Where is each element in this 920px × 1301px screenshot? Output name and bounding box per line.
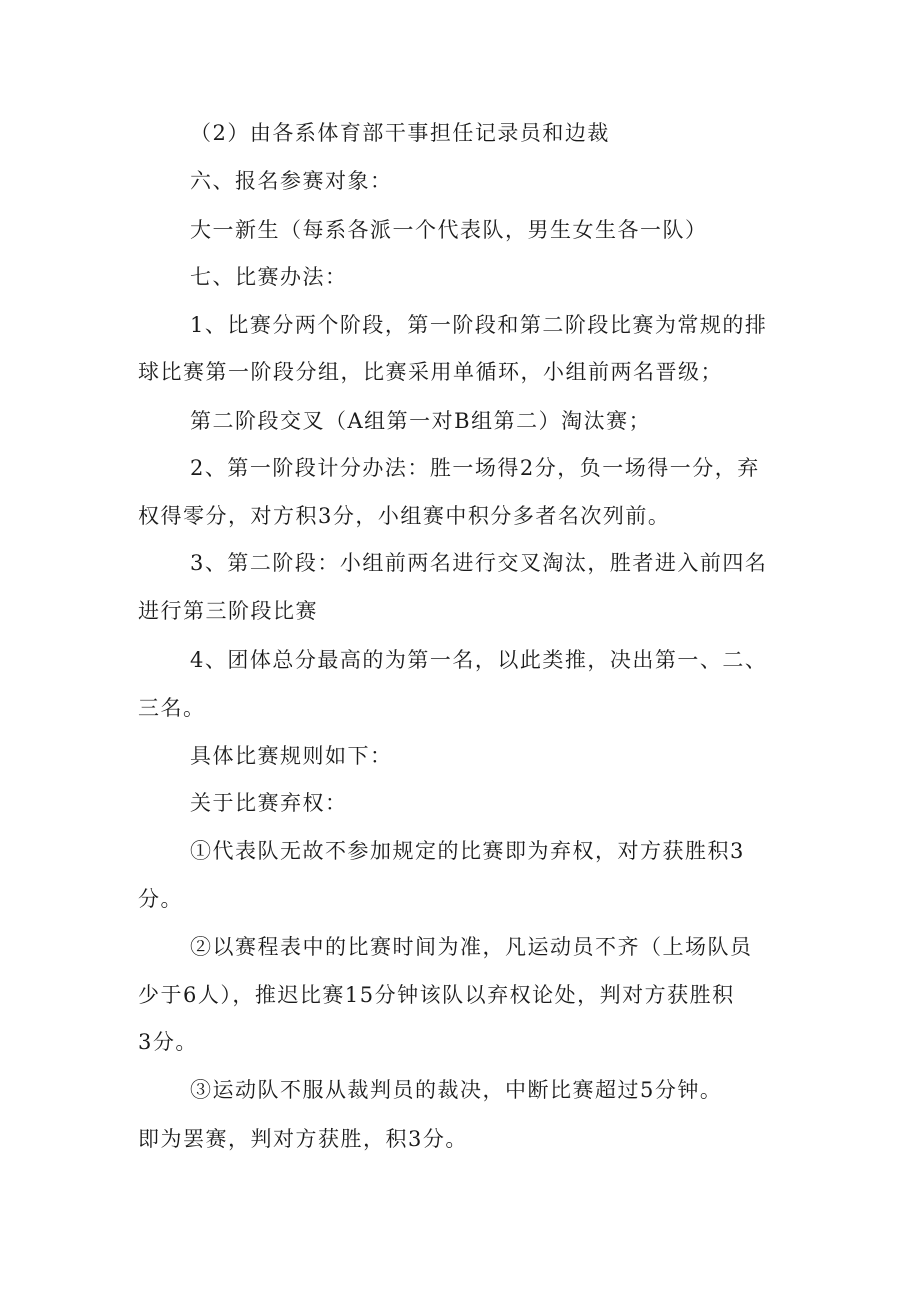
rule-3-line-1: 3、第二阶段：小组前两名进行交叉淘汰，胜者进入前四名	[190, 551, 768, 575]
rule-4-line-2: 三名。	[138, 696, 206, 720]
referee-recorder-line: （2）由各系体育部干事担任记录员和边裁	[190, 121, 610, 145]
rule-2-line-1: 2、第一阶段计分办法：胜一场得2分，负一场得一分，弃	[190, 456, 760, 480]
section-6-heading: 六、报名参赛对象：	[190, 169, 393, 193]
forfeit-item-2-line-2: 少于6人），推迟比赛15分钟该队以弃权论处，判对方获胜积	[138, 983, 735, 1007]
forfeit-item-3-line-2: 即为罢赛，判对方获胜，积3分。	[138, 1127, 468, 1151]
forfeit-item-2-line-1: ②以赛程表中的比赛时间为准，凡运动员不齐（上场队员	[190, 935, 753, 959]
forfeit-item-1-line-1: ①代表队无故不参加规定的比赛即为弃权，对方获胜积3	[190, 839, 745, 863]
section-7-heading: 七、比赛办法：	[190, 265, 348, 289]
stage-2-knockout-line: 第二阶段交叉（A组第一对B组第二）淘汰赛；	[190, 409, 652, 433]
specific-rules-heading: 具体比赛规则如下：	[190, 744, 393, 768]
rule-3-line-2: 进行第三阶段比赛	[138, 599, 318, 623]
rule-1-line-2: 球比赛第一阶段分组，比赛采用单循环，小组前两名晋级；	[138, 360, 723, 384]
forfeit-item-3-line-1: ③运动队不服从裁判员的裁决，中断比赛超过5分钟。	[190, 1078, 723, 1102]
rule-4-line-1: 4、团体总分最高的为第一名，以此类推，决出第一、二、	[190, 648, 768, 672]
participants-text: 大一新生（每系各派一个代表队，男生女生各一队）	[190, 218, 708, 242]
forfeit-item-1-line-2: 分。	[138, 887, 183, 911]
rule-1-line-1: 1、比赛分两个阶段，第一阶段和第二阶段比赛为常规的排	[190, 313, 768, 337]
forfeit-heading: 关于比赛弃权：	[190, 791, 348, 815]
forfeit-item-2-line-3: 3分。	[138, 1030, 198, 1054]
rule-2-line-2: 权得零分，对方积3分，小组赛中积分多者名次列前。	[138, 504, 671, 528]
